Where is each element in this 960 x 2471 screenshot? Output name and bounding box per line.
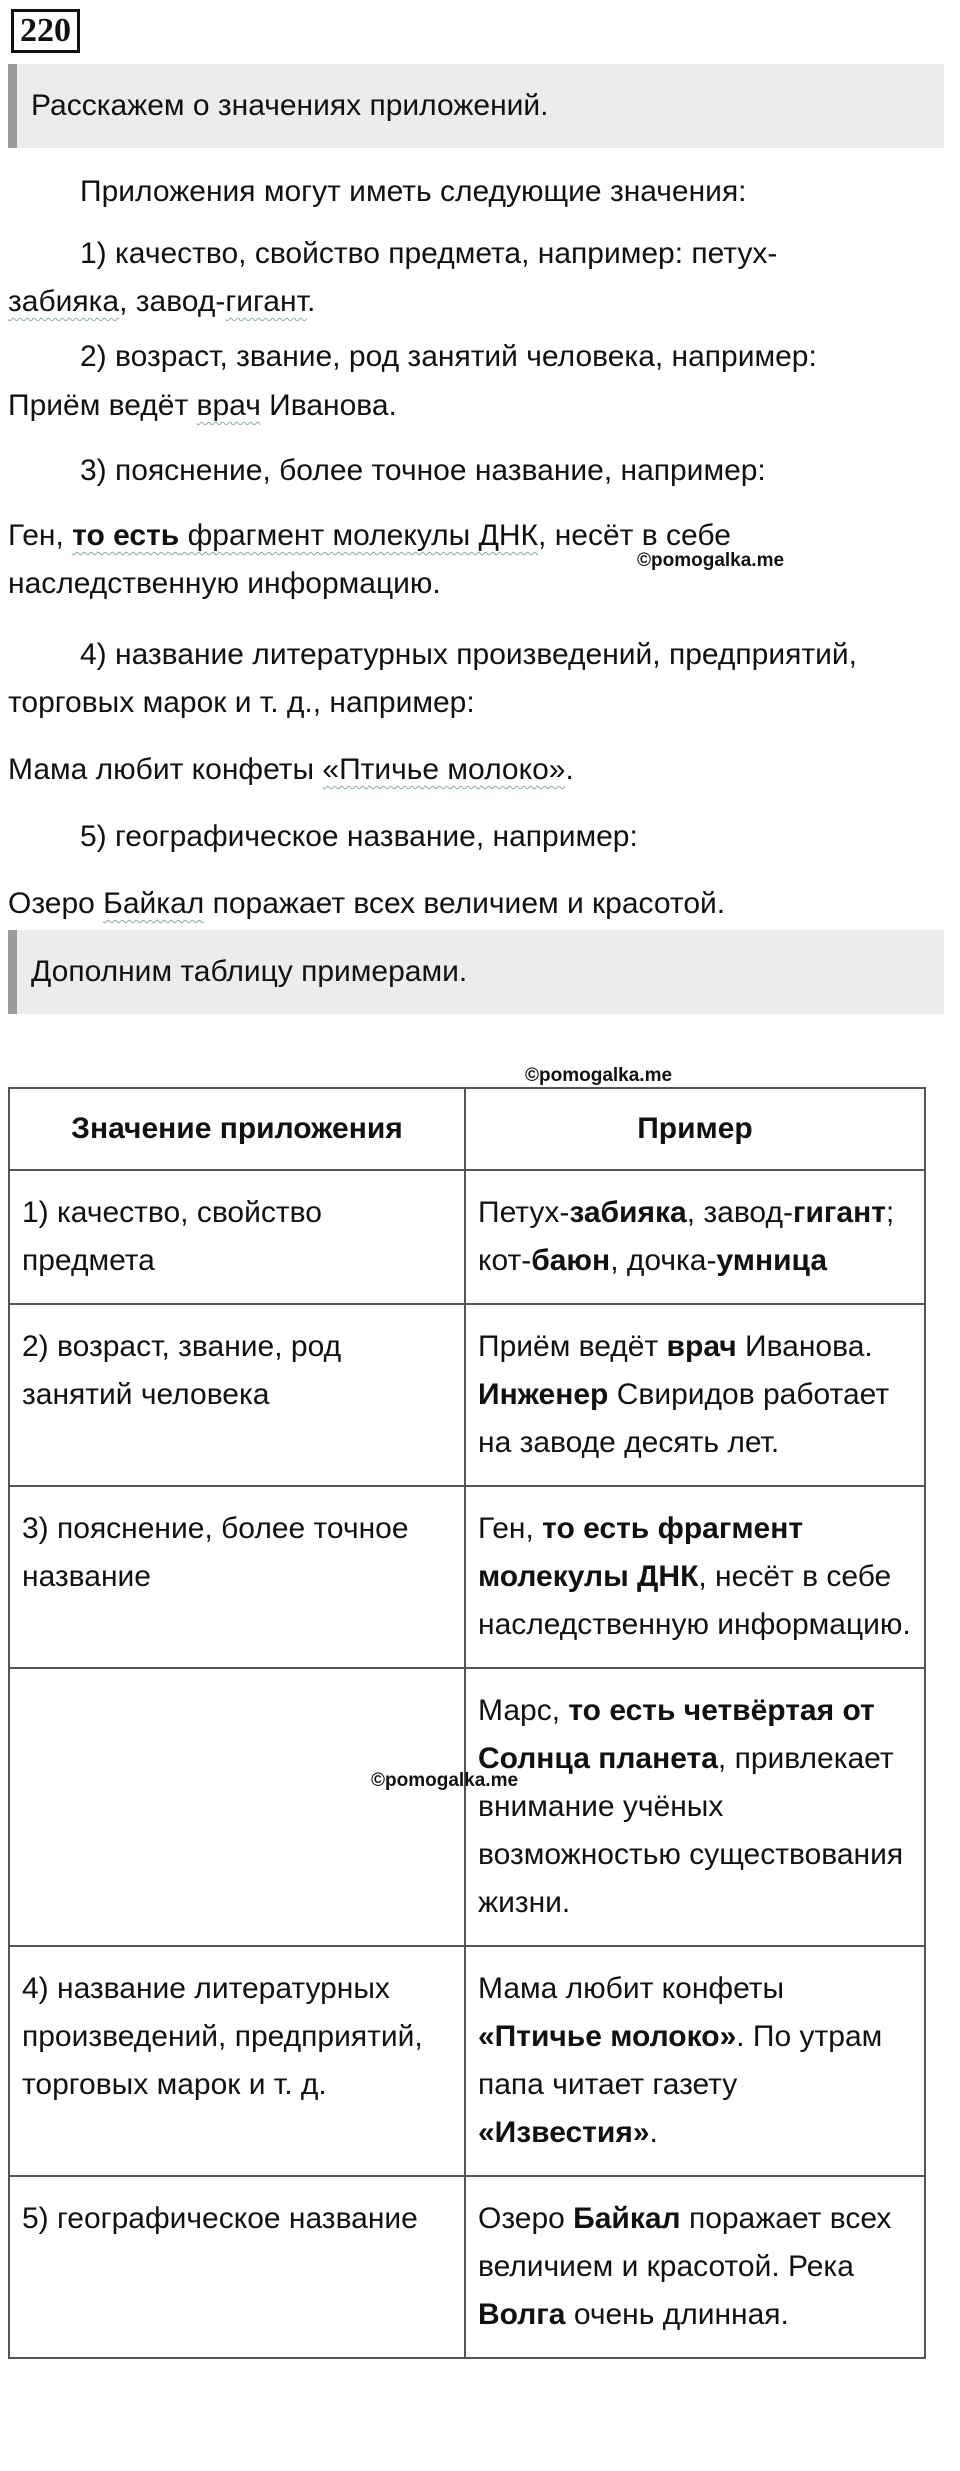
example-text: , привлекает внимание учёных возможностью существования жизни. [478,1742,904,1919]
table-row [9,1668,925,1946]
header-example: Пример [465,1088,925,1170]
table-row [9,1304,925,1486]
example-cell [465,1946,925,2176]
meaning-text: 2) возраст, звание, род занятий человека, например: [80,340,817,373]
meaning-text: 4) название литературных произведений, предприятий, [80,638,857,671]
example-cell [465,1668,925,1946]
meaning-2-line-1 [8,333,953,381]
example-text: Озеро [478,2202,574,2235]
watermark: ©pomogalka.me [637,550,785,571]
example-bold: «Птичье молоко» [478,2020,737,2053]
meaning-text: Приём ведёт [8,389,197,422]
meaning-cell: 4) название литературных произведений, предприятий, торговых марок и т. д. [9,1946,465,2176]
meaning-text: Иванова. [260,389,397,422]
example-text: . [649,2116,658,2149]
example-word: врач [196,389,261,422]
example-bold: забияка [569,1196,687,1229]
example-text: Свиридов работает на заводе десять лет. [478,1378,890,1459]
example-word: то есть [72,519,180,552]
example-bold: то есть фрагмент молекулы ДНК [478,1512,804,1593]
intro-text: Приложения могут иметь следующие значения: [80,175,747,208]
section-banner-intro [8,64,944,148]
intro-line [8,168,953,216]
meanings-table [8,1087,926,2359]
table-header-row [9,1088,925,1170]
meaning-5-line-1 [8,813,953,861]
meaning-5-line-2 [8,880,953,928]
example-bold: Байкал [573,2202,681,2235]
meaning-text: 5) географическое название, например: [80,820,638,853]
meaning-cell: 5) географическое название [9,2176,465,2358]
example-cell [465,1170,925,1304]
meaning-3-line-3 [8,560,953,608]
banner-text: Расскажем о значениях приложений. [31,89,549,122]
meaning-1-line-1 [8,230,953,278]
example-word: Байкал [103,887,205,920]
table-row [9,1946,925,2176]
meaning-4-line-1 [8,631,953,679]
example-text: ; кот- [478,1196,895,1277]
example-text: Мама любит конфеты [478,1972,785,2005]
meaning-cell [9,1668,519,1946]
section-banner-table [8,930,944,1014]
example-word: «Птичье молоко» [322,753,566,786]
meaning-text: Мама любит конфеты [8,753,323,786]
example-cell [465,1304,925,1486]
meaning-text: Ген, [8,519,73,552]
meaning-1-line-2 [8,278,953,326]
example-bold: «Известия» [478,2116,650,2149]
meaning-text: наследственную информацию. [8,567,441,600]
header-meaning: Значение приложения [9,1088,465,1170]
example-cell [465,1486,925,1668]
meaning-cell: 3) пояснение, более точное название [9,1486,465,1668]
meaning-text: 1) качество, свойство предмета, например: петух- [80,237,778,270]
example-bold: то есть четвёртая от Солнца планета [478,1694,875,1775]
meaning-text: 3) пояснение, более точное название, например: [80,454,766,487]
meaning-text: торговых марок и т. д., например: [8,686,475,719]
table-row [9,2176,925,2358]
meaning-3-line-2 [8,512,953,560]
example-text: Петух- [478,1196,570,1229]
example-bold: умница [716,1244,828,1277]
meaning-text: . [306,285,316,318]
example-text: Ген, [478,1512,543,1545]
example-text: Приём ведёт [478,1330,667,1363]
example-text: , дочка- [610,1244,717,1277]
example-text: очень длинная. [565,2298,789,2331]
example-text: , завод- [686,1196,793,1229]
example-word: гигант [225,285,307,318]
example-bold: баюн [531,1244,611,1277]
example-bold: Инженер [478,1378,609,1411]
table-row [9,1486,925,1668]
meaning-cell: 1) качество, свойство предмета [9,1170,465,1304]
example-bold: Волга [478,2298,566,2331]
meaning-2-line-2 [8,382,953,430]
meaning-text: , завод- [119,285,226,318]
example-text: . По утрам папа читает газету [478,2020,883,2101]
example-bold: гигант [792,1196,886,1229]
example-text: , несёт в себе наследственную информацию. [478,1560,911,1641]
example-text: Марс, [478,1694,569,1727]
watermark: ©pomogalka.me [525,1065,673,1086]
example-word: забияка [8,285,120,318]
meaning-4-line-2 [8,679,953,727]
table-row [9,1170,925,1304]
example-text: Иванова. [736,1330,873,1363]
example-cell [465,2176,925,2358]
meaning-text: , несёт в себе [538,519,731,552]
meaning-cell: 2) возраст, звание, род занятий человека [9,1304,465,1486]
example-text: поражает всех величием и красотой. Река [478,2202,892,2283]
meaning-text: . [565,753,574,786]
example-bold: врач [666,1330,737,1363]
watermark: ©pomogalka.me [371,1770,519,1791]
meaning-3-line-1 [8,447,953,495]
meaning-text: Озеро [8,887,104,920]
meaning-text: поражает всех величием и красотой. [204,887,726,920]
meaning-4-line-3 [8,746,953,794]
exercise-number: 220 [11,9,80,53]
banner-text: Дополним таблицу примерами. [31,955,468,988]
example-word: фрагмент молекулы ДНК [179,519,539,552]
